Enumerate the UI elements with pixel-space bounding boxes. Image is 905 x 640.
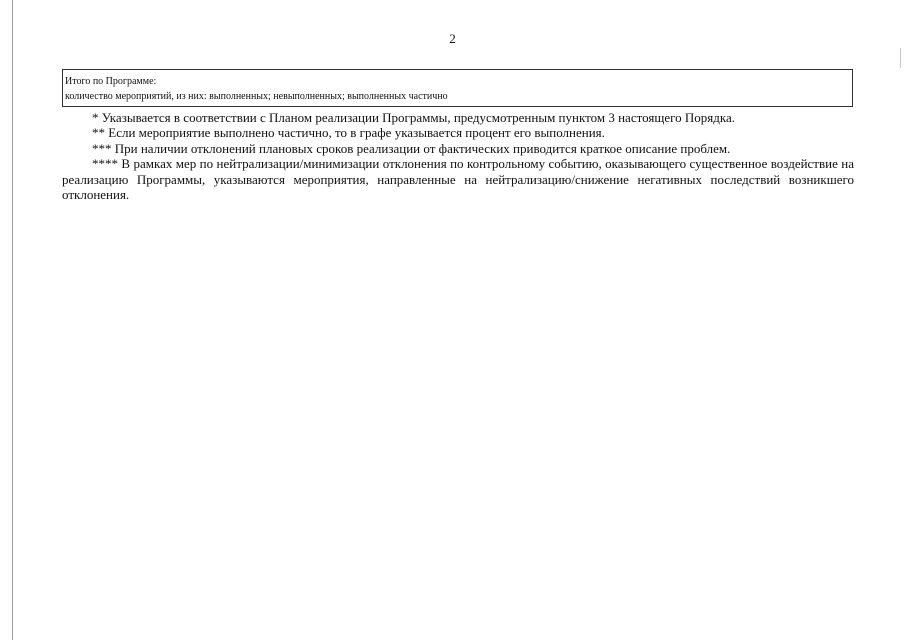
scan-edge-mark (900, 48, 901, 68)
summary-subtitle: количество мероприятий, из них: выполненных; невыполненных; выполненных частично (65, 91, 448, 102)
program-summary-box (62, 69, 853, 107)
summary-title: Итого по Программе: (65, 76, 157, 87)
page-edge-rule (12, 0, 13, 640)
footnote-3: *** При наличии отклонений плановых сроков реализации от фактических приводится краткое описание проблем. (92, 140, 731, 156)
footnote-1: * Указывается в соответствии с Планом реализации Программы, предусмотренным пунктом 3 настоящего Порядка. (92, 110, 735, 125)
footnote-2: ** Если мероприятие выполнено частично, то в графе указывается процент его выполнения. (92, 125, 605, 141)
footnotes (62, 110, 854, 202)
page-number: 2 (449, 31, 456, 46)
footnote-4: **** В рамках мер по нейтрализации/минимизации отклонения по контрольному событию, оказывающего существенное воздействие на реализацию Программы, указываются мероприятия, направленные на нейтрализацию/снижение негативных последствий возникшего отклонения. (62, 156, 854, 203)
